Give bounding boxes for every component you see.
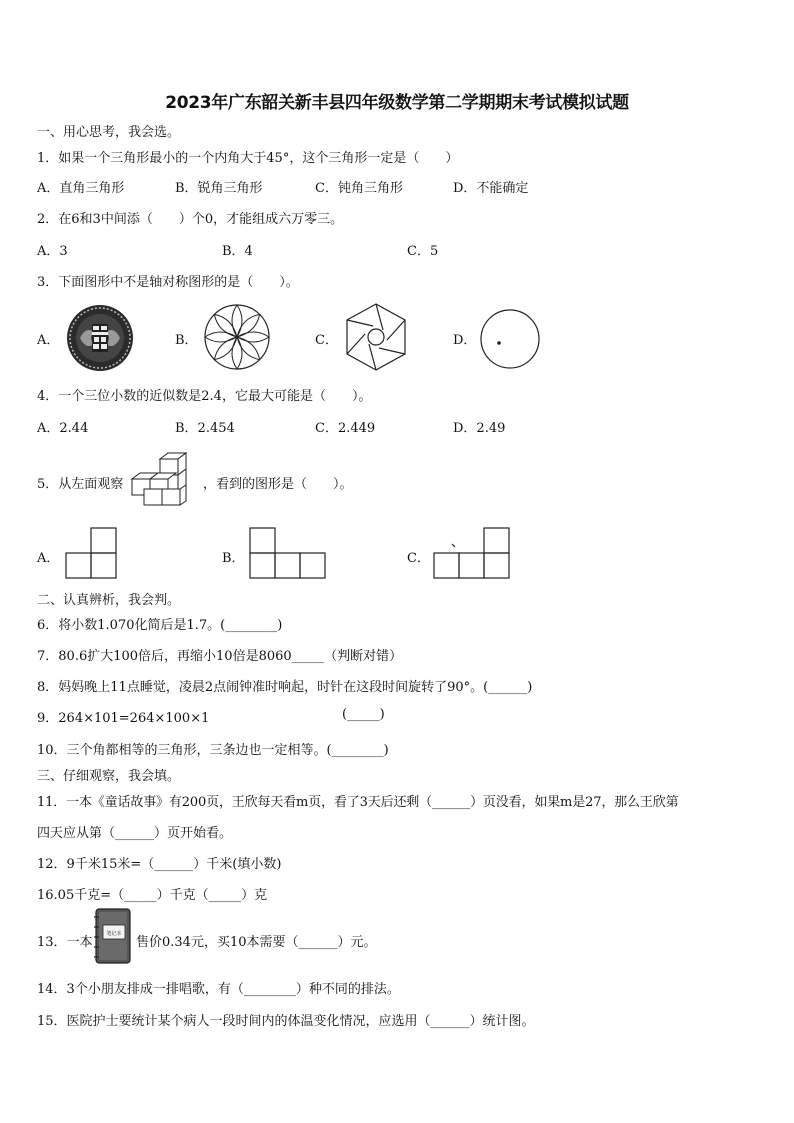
svg-text:笔记本: 笔记本 — [106, 931, 122, 937]
q2-option-c: C．5 — [407, 244, 439, 259]
section-heading-3: 三、仔细观察，我会填。 — [37, 769, 181, 784]
question-9: 9．264×101=264×100×1 — [37, 711, 210, 726]
section-heading-2: 二、认真辨析，我会判。 — [37, 593, 181, 608]
q1-option-d: D．不能确定 — [453, 181, 529, 196]
question-4: 4．一个三位小数的近似数是2.4，它最大可能是（ ）。 — [37, 389, 372, 404]
q4-option-b: B．2.454 — [175, 421, 235, 436]
q3-option-d: D． — [453, 333, 477, 348]
question-12-line2: 16.05千克=（_____）千克（_____）克 — [37, 888, 268, 903]
cube-stack-figure — [130, 449, 194, 511]
notebook-icon — [92, 907, 134, 967]
circle-dot-figure — [479, 308, 541, 370]
q5-option-b: B． — [222, 551, 245, 566]
medallion-figure — [66, 304, 134, 372]
q4-option-d: D．2.49 — [453, 421, 506, 436]
question-11-line1: 11．一本《童话故事》有200页，王欣每天看m页，看了3天后还剩（______）页没看，如果m是27，那么王欣第 — [37, 795, 679, 810]
question-8: 8．妈妈晚上11点睡觉，凌晨2点闹钟准时响起，时针在这段时间旋转了90°。(______) — [37, 680, 533, 695]
question-3: 3．下面图形中不是轴对称图形的是（ ）。 — [37, 275, 299, 290]
question-14: 14．3个小朋友排成一排唱歌，有（________）种不同的排法。 — [37, 982, 400, 997]
q1-option-a: A．直角三角形 — [37, 181, 125, 196]
question-9-blank: (_____) — [342, 707, 385, 722]
q2-option-b: B．4 — [222, 244, 253, 259]
question-2: 2．在6和3中间添（ ）个0，才能组成六万零三。 — [37, 212, 344, 227]
question-1: 1．如果一个三角形最小的一个内角大于45°，这个三角形一定是（ ） — [37, 151, 459, 166]
view-option-a-figure — [65, 526, 119, 580]
q4-option-a: A．2.44 — [37, 421, 89, 436]
q4-option-c: C．2.449 — [315, 421, 376, 436]
question-6: 6．将小数1.070化简后是1.7。(________) — [37, 618, 283, 633]
question-10: 10．三个角都相等的三角形，三条边也一定相等。(________) — [37, 743, 389, 758]
question-12-line1: 12．9千米15米=（______）千米(填小数) — [37, 857, 282, 872]
question-11-line2: 四天应从第（______）页开始看。 — [37, 826, 233, 841]
rosette-figure — [203, 303, 271, 371]
section-heading-1: 一、用心思考，我会选。 — [37, 125, 181, 140]
q3-option-c: C． — [315, 333, 338, 348]
question-13-tail: 售价0.34元，买10本需要（______）元。 — [136, 935, 377, 950]
question-5-tail: ，看到的图形是（ ）。 — [203, 477, 353, 492]
view-option-b-figure — [249, 526, 327, 580]
question-7: 7．80.6扩大100倍后，再缩小10倍是8060_____（判断对错） — [37, 649, 403, 664]
question-13-lead: 13．一本 — [37, 935, 93, 950]
q3-option-a: A． — [37, 333, 60, 348]
page-title: 2023年广东韶关新丰县四年级数学第二学期期末考试模拟试题 — [165, 93, 629, 113]
pinwheel-figure — [341, 302, 411, 372]
q1-option-b: B．锐角三角形 — [175, 181, 263, 196]
question-15: 15．医院护士要统计某个病人一段时间内的体温变化情况，应选用（______）统计图。 — [37, 1014, 535, 1029]
view-option-c-figure — [432, 526, 512, 580]
q1-option-c: C．钝角三角形 — [315, 181, 403, 196]
q5-option-a: A． — [37, 551, 60, 566]
q3-option-b: B． — [175, 333, 198, 348]
question-5-lead: 5．从左面观察 — [37, 477, 124, 492]
q2-option-a: A．3 — [37, 244, 68, 259]
q5-option-c: C． — [407, 551, 430, 566]
